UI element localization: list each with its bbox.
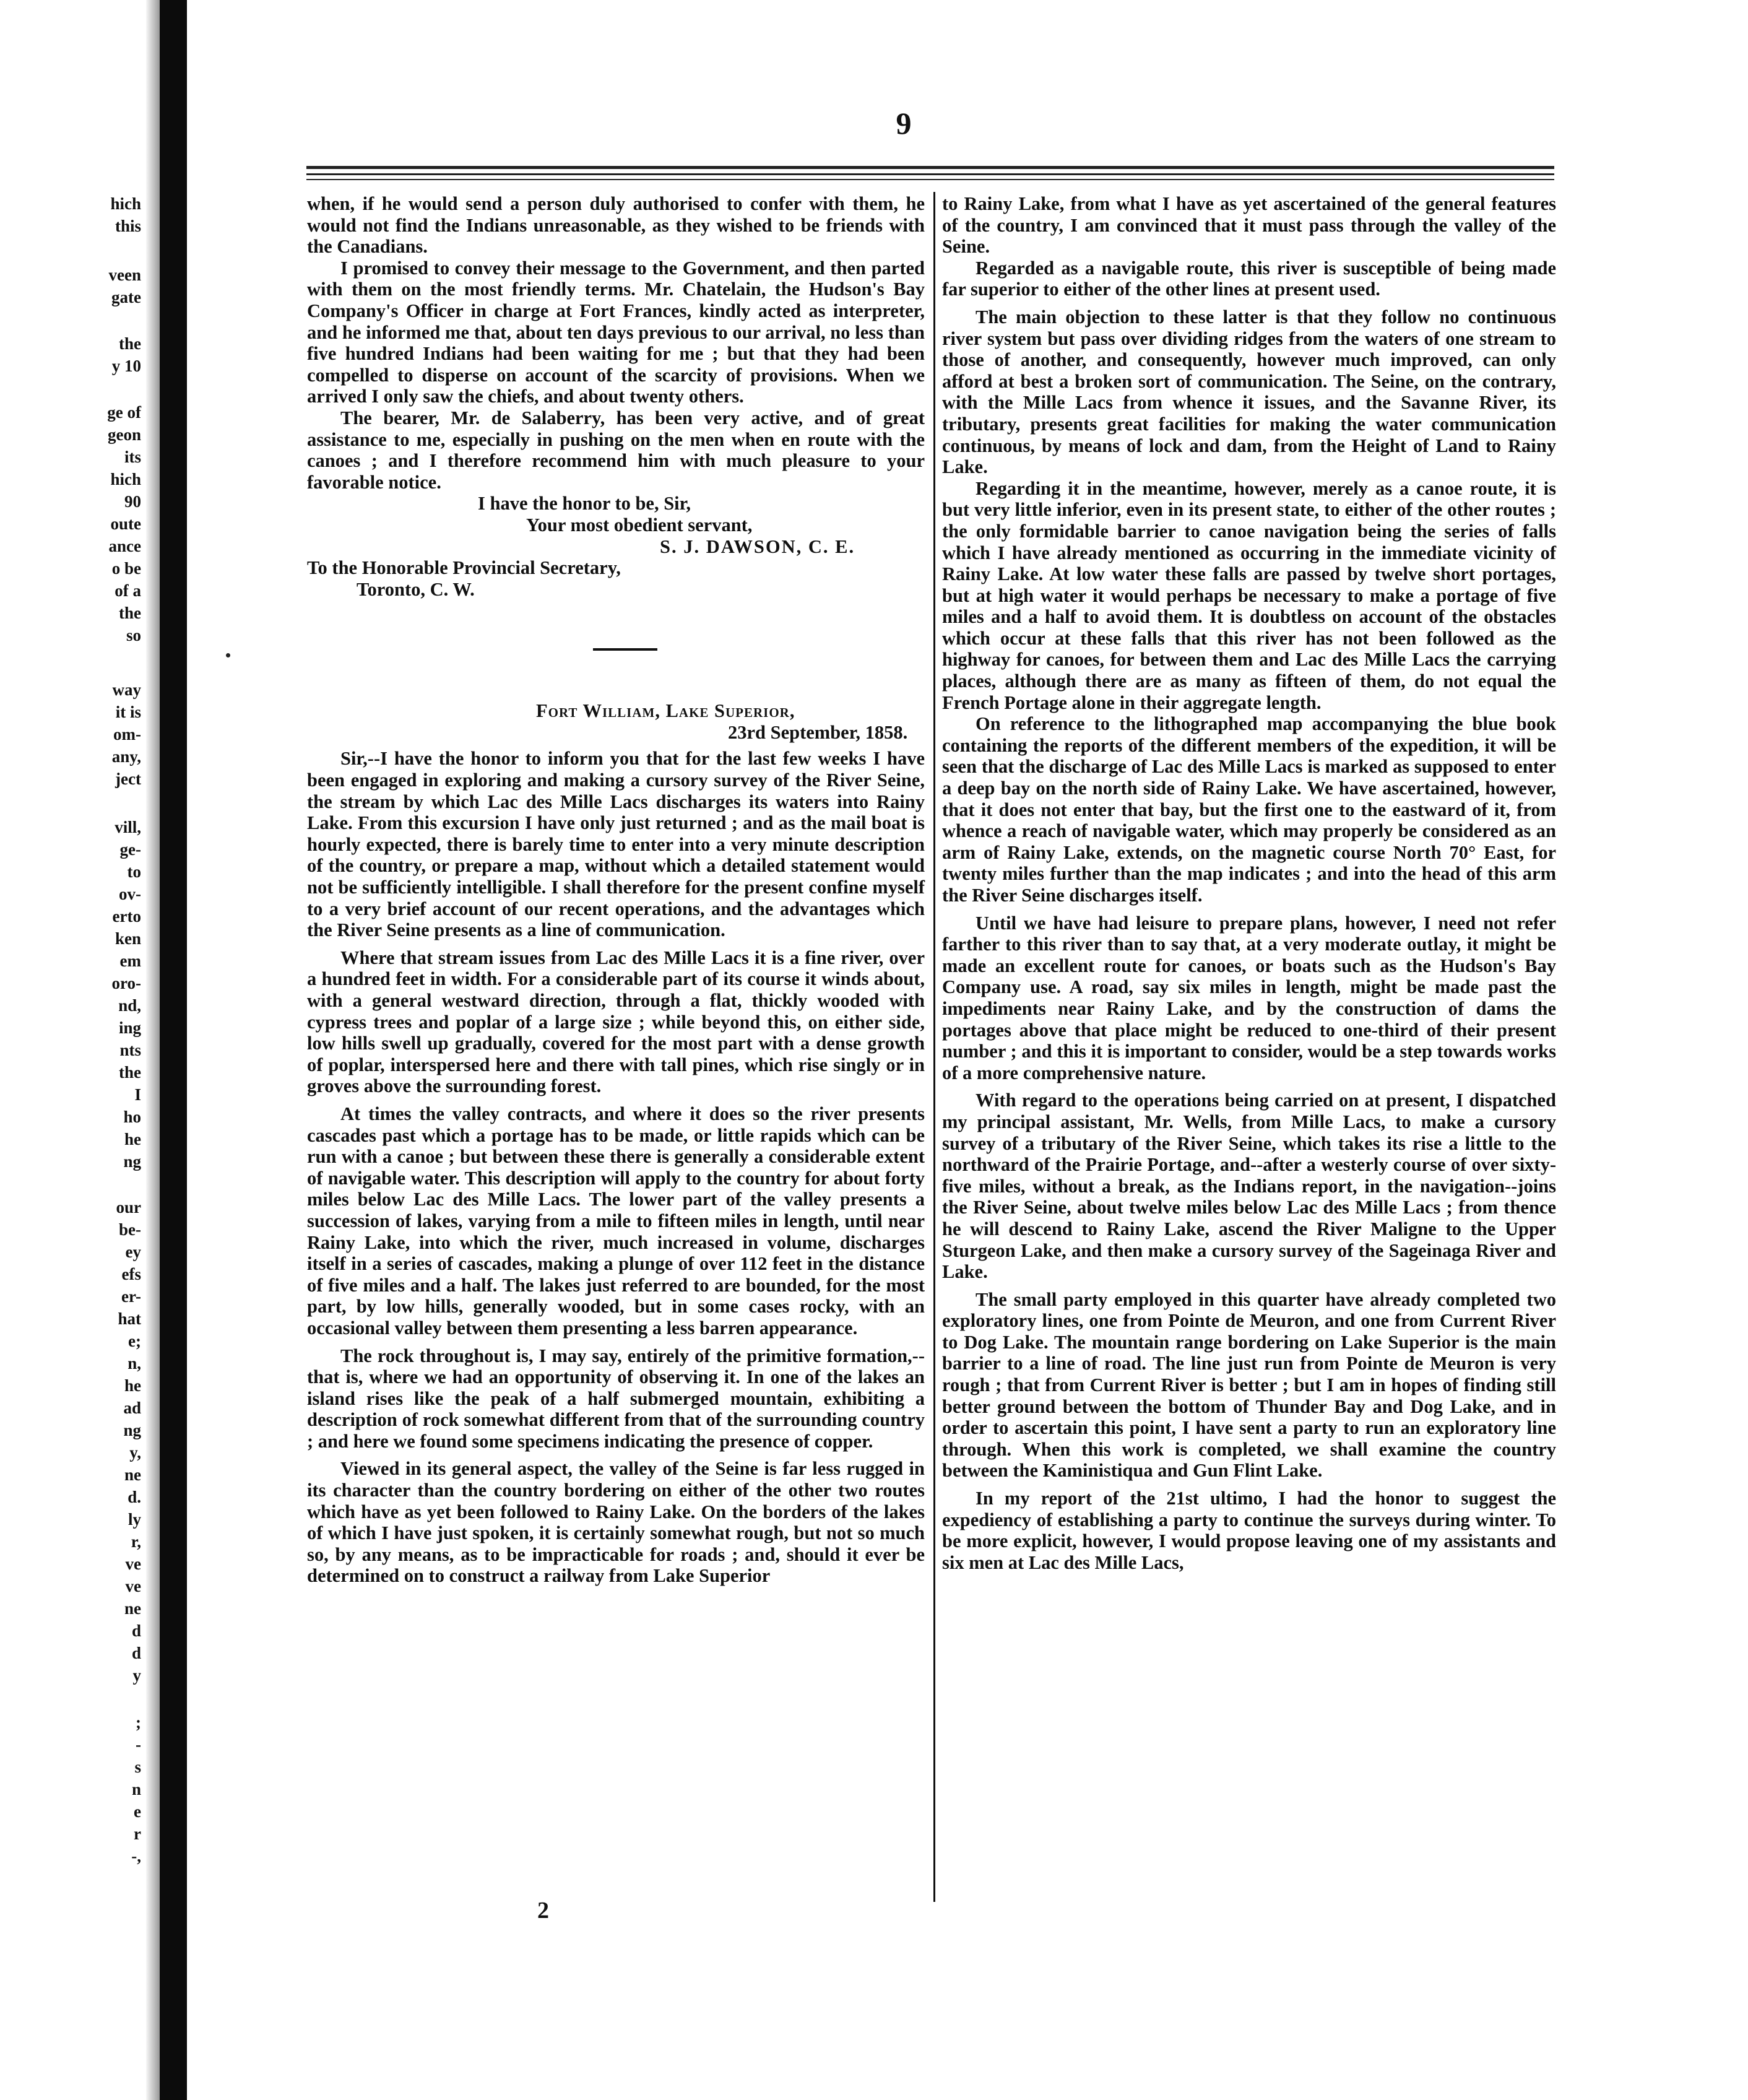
left-page-text-fragment: o be [111, 559, 141, 578]
paragraph: Regarded as a navigable route, this river is susceptible of being made far superior to either of the other lines at present used. [942, 257, 1556, 300]
left-page-text-fragment: I [134, 1085, 141, 1104]
closing-line: I have the honor to be, Sir, [478, 493, 691, 514]
left-page-text-fragment: he [124, 1376, 141, 1395]
left-page-text-fragment: ject [115, 770, 141, 788]
left-page-text-fragment: so [126, 626, 141, 644]
paragraph: The bearer, Mr. de Salaberry, has been very active, and of great assistance to me, especially in pushing on the men when en route with the canoes ; and I therefore recommend him with much pleasure to your favorable notice. [307, 407, 925, 493]
left-page-text-fragment: ken [115, 929, 141, 948]
address-line: To the Honorable Provincial Secretary, [307, 557, 621, 579]
left-page-text-fragment: er- [121, 1287, 141, 1306]
left-page-text-fragment: ge of [107, 403, 141, 422]
left-page-text-fragment: ve [125, 1577, 141, 1595]
left-page-text-fragment: geon [108, 425, 141, 444]
left-page-text-fragment: hich [110, 194, 141, 213]
paragraph: to Rainy Lake, from what I have as yet ascertained of the general features of the country, I am convinced that it must pass through the valley of the Seine. [942, 193, 1556, 258]
left-page-text-fragment: he [124, 1130, 141, 1148]
page-number: 9 [896, 106, 912, 141]
left-page-text-fragment: -, [131, 1847, 141, 1865]
left-page-text-fragment: 90 [124, 492, 141, 511]
left-page-text-fragment: any, [111, 747, 141, 766]
paragraph: Where that stream issues from Lac des Mille Lacs it is a fine river, over a hundred feet in width. For a considerable part of its course it winds about, with a general westward direction, through a flat, thickly wooded with cypress trees and poplar of a large size ; while beyond this, on either side, low hills swell up gradually, covered for the most part with a dense growth of poplar, interspersed here and there with tall pines, which rise singly or in groves above the surrounding forest. [307, 947, 925, 1097]
left-page-text-fragment: om- [113, 725, 141, 744]
left-page-text-fragment: d [131, 1621, 141, 1640]
left-page-text-fragment: nts [119, 1041, 141, 1059]
left-page-text-fragment: vill, [115, 818, 141, 836]
paragraph: With regard to the operations being carried on at present, I dispatched my principal assistant, Mr. Wells, from Mille Lacs, to make a cursory survey of a tributary of the River Seine, which takes its rise a little to the northward of the Prairie Portage, and--after a westerly course of over sixty-five miles, without a break, as the Indians report, in the navigation--joins the River Seine, about twelve miles below Lac des Mille Lacs ; from thence he will descend to Rainy Lake, ascend the River Maligne to the Upper Sturgeon Lake, and then make a cursory survey of the Sageinaga River and Lake. [942, 1090, 1556, 1283]
left-page-text-fragment: the [119, 604, 141, 622]
left-page-text-fragment: s [134, 1758, 141, 1776]
closing-line: Your most obedient servant, [526, 514, 753, 536]
left-page-text-fragment: ve [125, 1555, 141, 1573]
left-page-text-fragment: ey [125, 1243, 141, 1261]
left-page-text-fragment: this [115, 217, 141, 235]
left-page-text-fragment: n [131, 1780, 141, 1798]
paragraph: The main objection to these latter is that they follow no continuous river system but pass over dividing ridges from the waters of one stream to those of another, and consequently, however much improved, can only afford at best a broken sort of communication. The Seine, on the contrary, with the Mille Lacs from whence it issues, and the Savanne River, its tributary, presents great facilities for making the water communication continuous, by means of lock and dam, from the Height of Land to Rainy Lake. [942, 306, 1556, 478]
paragraph: The rock throughout is, I may say, entirely of the primitive formation,--that is, where we had an opportunity of observing it. In one of the lakes an island rises like the peak of a half submerged mountain, exhibiting a description of rock somewhat different from that of the surrounding country ; and here we found some specimens indicating the presence of copper. [307, 1345, 925, 1452]
left-page-text-fragment: its [124, 448, 141, 466]
signature-mark: 2 [537, 1898, 549, 1924]
paragraph: Viewed in its general aspect, the valley of the Seine is far less rugged in its character than the country bordering on either of the other two routes which have as yet been followed to Rainy Lake. On the borders of the lakes of which I have just spoken, it is certainly somewhat rough, but not so much so, by any means, as to be impracticable for roads ; and, should it ever be determined on to construct a railway from Lake Superior [307, 1458, 925, 1587]
left-page-text-fragment: our [116, 1198, 141, 1217]
left-page-text-fragment: hat [118, 1309, 141, 1328]
binding-gutter [160, 0, 187, 2100]
paragraph: At times the valley contracts, and where it does so the river presents cascades past which a portage has to be made, or little rapids which can be run with a canoe ; but between these there is generally a considerable extent of navigable water. This description will apply to the country for about forty miles below Lac des Mille Lacs. The lower part of the valley presents a succession of lakes, varying from a mile to fifteen miles in length, until near Rainy Lake, into which the river, much increased in volume, discharges itself in a series of cascades, making a plunge of over 112 feet in the distance of five miles and a half. The lakes just referred to are bounded, for the most part, by low hills, generally wooded, but in some cases rocky, with an occasional valley between them presenting a less barren appearance. [307, 1103, 925, 1339]
left-page-text-fragment: it is [115, 703, 141, 721]
left-page-text-fragment: d. [128, 1488, 141, 1506]
left-page-text-fragment: ne [124, 1599, 141, 1618]
header-rule [306, 179, 1554, 180]
left-page-text-fragment: em [119, 952, 141, 970]
left-page-text-fragment: d [131, 1644, 141, 1662]
left-page-text-fragment: n, [128, 1354, 141, 1373]
left-page-text-fragment: veen [108, 266, 141, 284]
left-page-text-fragment: oro- [111, 974, 141, 992]
left-page-text-fragment: ov- [119, 885, 141, 903]
left-page-text-fragment: to [127, 862, 141, 881]
left-page-text-fragment: erto [112, 907, 141, 926]
paragraph: Until we have had leisure to prepare plans, however, I need not refer farther to this river than to say that, at a very moderate outlay, it might be made an excellent route for canoes, or boats such as the Hudson's Bay Company use. A road, say six miles in length, might be made past the impediments near Rainy Lake, and by the construction of dams the portages above that place might be reduced to one-third of their present number ; and this it is important to consider, would be a step towards works of a more comprehensive nature. [942, 912, 1556, 1083]
left-page-text-fragment: y [132, 1666, 141, 1685]
left-column [307, 193, 925, 1587]
signature: S. J. DAWSON, C. E. [660, 536, 855, 557]
left-page-text-fragment: ad [123, 1399, 141, 1417]
left-page-text-fragment: r, [131, 1532, 141, 1551]
left-page-text-fragment: way [112, 680, 141, 699]
left-page-text-fragment: gate [111, 288, 141, 306]
section-separator [593, 648, 657, 651]
left-page-text-fragment: ng [123, 1152, 141, 1171]
paragraph: The small party employed in this quarter have already completed two exploratory lines, one from Pointe de Meuron, and one from Current River to Dog Lake. The mountain range bordering on Lake Superior is the main barrier to a line of road. The line just run from Pointe de Meuron is very rough ; that from Current River is better ; but I am in hopes of finding still better ground between the bottom of Thunder Bay and Dog Lake, and in order to ascertain this point, I have sent a party to run an exploratory line through. When this work is completed, we shall examine the country between the Kaministiqua and Gun Flint Lake. [942, 1288, 1556, 1482]
paragraph: Sir,--I have the honor to inform you that for the last few weeks I have been engaged in exploring and making a cursory survey of the River Seine, the stream by which Lac des Mille Lacs discharges its waters into Rainy Lake. From this excursion I have only just returned ; and as the mail boat is hourly expected, there is barely time to enter into a very minute description of the country, or prepare a map, without which a detailed statement would not be sufficiently intelligible. I shall therefore for the present confine myself to a very brief account of our recent operations, and the advantages which the River Seine presents as a line of communication. [307, 748, 925, 941]
left-page-text-fragment: hich [110, 470, 141, 488]
left-page-text-fragment: ne [124, 1465, 141, 1484]
address-line: Toronto, C. W. [357, 578, 475, 600]
left-page-text-fragment: ly [128, 1510, 141, 1529]
paragraph: On reference to the lithographed map accompanying the blue book containing the reports of the different members of the expedition, it will be seen that the discharge of Lac des Mille Lacs is marked as supposed to enter a deep bay on the north side of Rainy Lake. We have ascertained, however, that it does not enter that bay, but the first one to the eastward of it, from whence a reach of navigable water, which may properly be considered as an arm of Rainy Lake, extends, on the magnetic course North 70° East, for twenty miles further than the map indicates ; and into the head of this arm the River Seine discharges itself. [942, 713, 1556, 906]
left-page-text-fragment: ing [118, 1018, 141, 1037]
dateline-place: Fort William, Lake Superior, [536, 700, 795, 722]
left-page-text-fragment: oute [110, 514, 141, 533]
paragraph: when, if he would send a person duly authorised to confer with them, he would not find the Indians unreasonable, as they wished to be friends with the Canadians. [307, 193, 925, 258]
left-page-text-fragment: nd, [118, 996, 141, 1015]
left-page-text-fragment: be- [119, 1220, 141, 1239]
left-page-text-fragment: - [136, 1735, 141, 1754]
header-rule [306, 173, 1554, 175]
left-page-text-fragment: ance [108, 537, 141, 555]
left-page-text-fragment: of a [115, 581, 141, 600]
left-page-text-fragment: y 10 [111, 357, 141, 375]
previous-page-margin [0, 0, 146, 2100]
dateline-date: 23rd September, 1858. [728, 721, 908, 743]
left-page-text-fragment: the [119, 334, 141, 353]
left-page-text-fragment: ge- [119, 840, 141, 859]
ink-speck [226, 653, 230, 657]
left-page-text-fragment: y, [129, 1443, 141, 1462]
left-page-text-fragment: e [134, 1802, 141, 1821]
left-page-text-fragment: e; [128, 1332, 141, 1350]
left-page-text-fragment: the [119, 1063, 141, 1082]
header-rule [306, 166, 1554, 169]
column-divider [933, 192, 935, 1902]
paragraph: I promised to convey their message to the Government, and then parted with them on the most friendly terms. Mr. Chatelain, the Hudson's Bay Company's Officer in charge at Fort Frances, kindly acted as interpreter, and he informed me that, about ten days previous to our arrival, no less than five hundred Indians had been waiting for me ; but that they had been compelled to disperse on account of the scarcity of provisions. When we arrived I only saw the chiefs, and about twenty others. [307, 257, 925, 407]
paragraph: Regarding it in the meantime, however, merely as a canoe route, it is but very little inferior, even in its present state, to either of the other routes ; the only formidable barrier to canoe navigation being the series of falls which I have already mentioned as occurring in the immediate vicinity of Rainy Lake. At low water these falls are passed by twelve short portages, but at high water it would perhaps be necessary to make a portage of five miles and a half to avoid them. It is doubtless on account of the obstacles which occur at these falls that this river has not been followed as the highway for canoes, for between them and Lac des Mille Lacs the carrying places, although there are as many as fifteen of them, do not equal the French Portage alone in their aggregate length. [942, 477, 1556, 713]
left-page-text-fragment: ; [136, 1713, 141, 1732]
right-column [942, 193, 1556, 1573]
left-page-text-fragment: r [134, 1824, 141, 1843]
left-page-text-fragment: ho [123, 1108, 141, 1126]
left-page-text-fragment: efs [121, 1265, 141, 1283]
paragraph: In my report of the 21st ultimo, I had the honor to suggest the expediency of establishing a party to continue the surveys during winter. To be more explicit, however, I would propose leaving one of my assistants and six men at Lac des Mille Lacs, [942, 1488, 1556, 1573]
binding-shadow [146, 0, 160, 2100]
left-page-text-fragment: ng [123, 1421, 141, 1439]
